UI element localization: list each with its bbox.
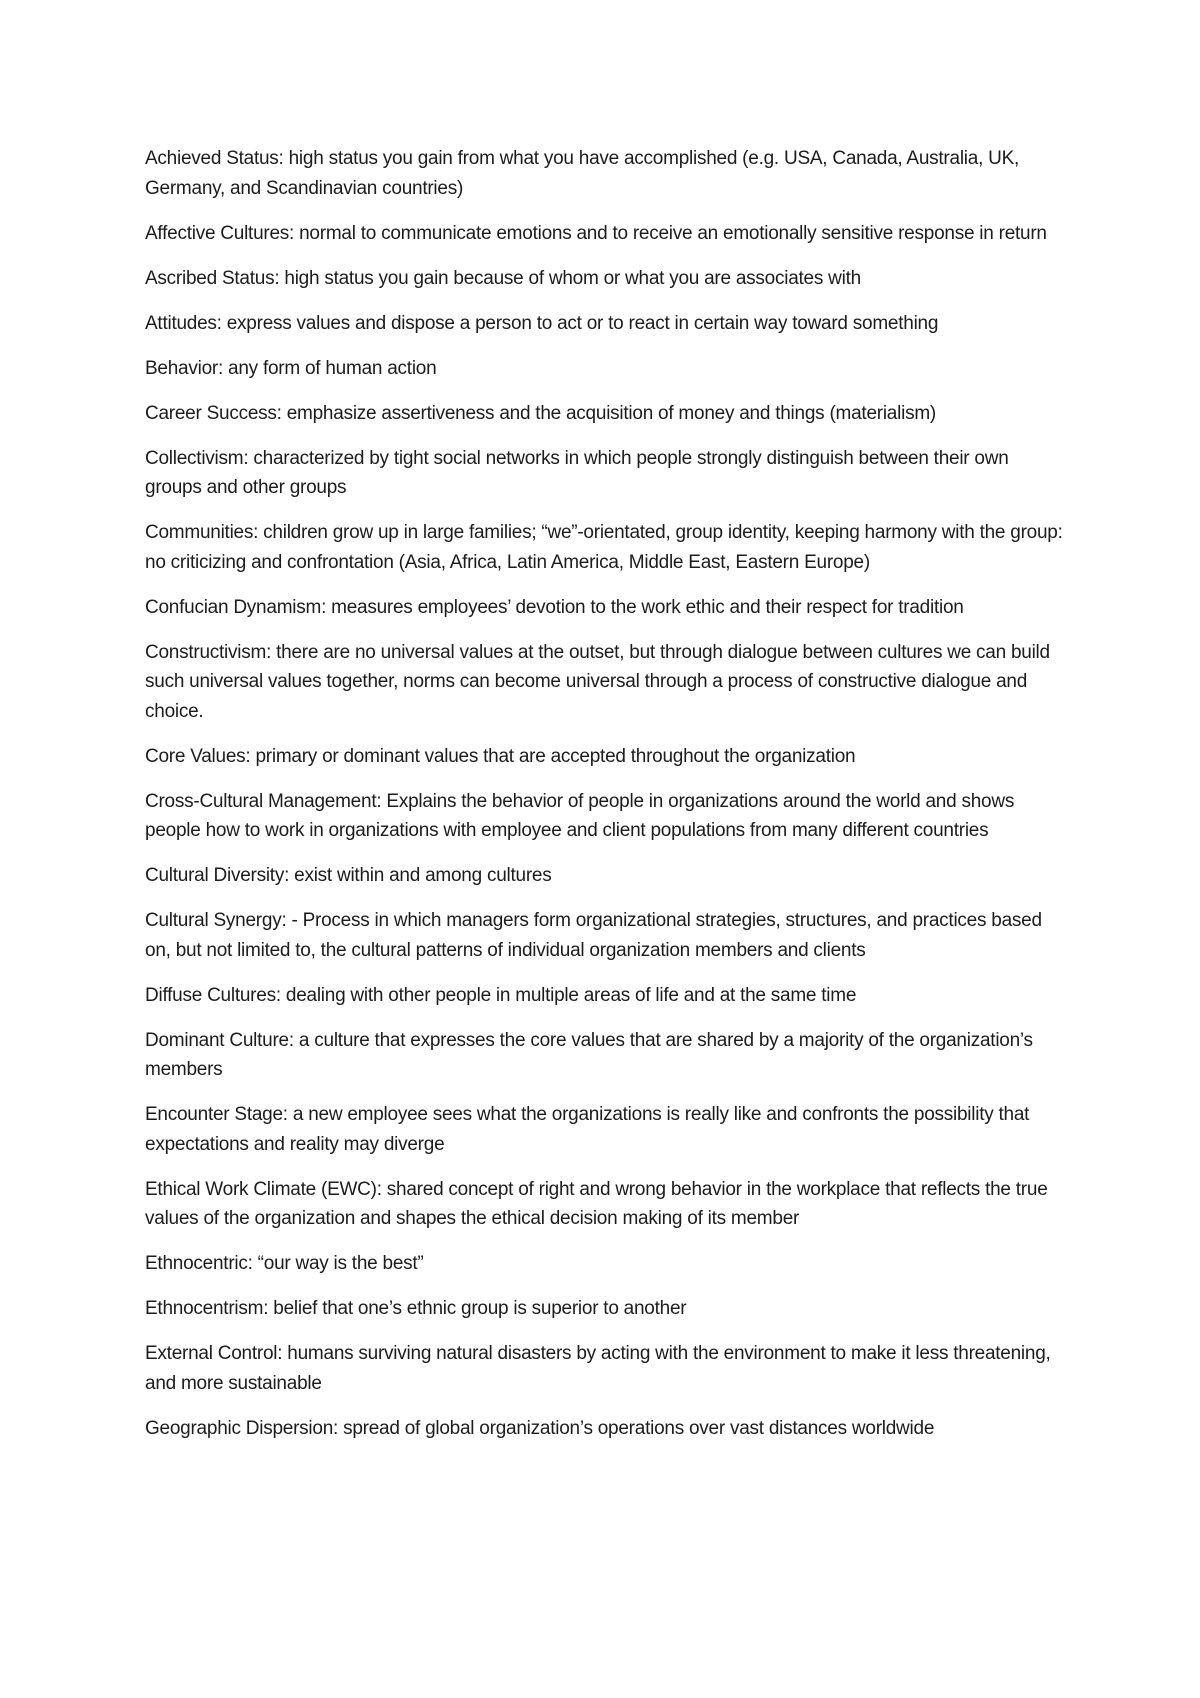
glossary-entry: Confucian Dynamism: measures employees’ devotion to the work ethic and their respect for tradition xyxy=(145,596,964,618)
glossary-entry: Diffuse Cultures: dealing with other people in multiple areas of life and at the same time xyxy=(145,984,857,1006)
glossary-entry: External Control: humans surviving natural disasters by acting with the environment to make it less threatening, and more sustainable xyxy=(145,1343,1051,1394)
glossary-entry: Cross-Cultural Management: Explains the behavior of people in organizations around the world and shows people how to work in organizations with employee and client populations from many different countries xyxy=(145,790,1015,841)
glossary-entry: Ascribed Status: high status you gain because of whom or what you are associates with xyxy=(145,267,861,289)
glossary-entry: Communities: children grow up in large families; “we”-orientated, group identity, keeping harmony with the group: no criticizing and confrontation (Asia, Africa, Latin America, Middle East, Eastern Europe) xyxy=(145,522,1063,573)
glossary-entry: Ethnocentric: “our way is the best” xyxy=(145,1253,424,1274)
glossary-entry: Cultural Diversity: exist within and among cultures xyxy=(145,865,552,886)
glossary-entry: Affective Cultures: normal to communicate emotions and to receive an emotionally sensitive response in return xyxy=(145,222,1047,244)
glossary-entry: Dominant Culture: a culture that expresses the core values that are shared by a majority of the organization’s members xyxy=(145,1029,1033,1080)
glossary-entry: Collectivism: characterized by tight social networks in which people strongly distinguish between their own groups and other groups xyxy=(145,447,1009,498)
glossary-entry: Core Values: primary or dominant values that are accepted throughout the organization xyxy=(145,745,856,767)
glossary-entry: Geographic Dispersion: spread of global organization’s operations over vast distances worldwide xyxy=(145,1417,935,1439)
glossary-list xyxy=(145,144,1070,1459)
glossary-entry: Career Success: emphasize assertiveness and the acquisition of money and things (materialism) xyxy=(145,402,936,424)
glossary-entry: Ethical Work Climate (EWC): shared concept of right and wrong behavior in the workplace that reflects the true values of the organization and shapes the ethical decision making of its member xyxy=(145,1178,1048,1229)
glossary-entry: Encounter Stage: a new employee sees what the organizations is really like and confronts the possibility that expectations and reality may diverge xyxy=(145,1104,1030,1155)
glossary-entry: Attitudes: express values and dispose a person to act or to react in certain way toward something xyxy=(145,312,939,334)
glossary-entry: Ethnocentrism: belief that one’s ethnic group is superior to another xyxy=(145,1298,687,1319)
glossary-entry: Constructivism: there are no universal values at the outset, but through dialogue between cultures we can build such universal values together, norms can become universal through a process of constructive dialogue and choice. xyxy=(145,641,1050,722)
glossary-entry: Behavior: any form of human action xyxy=(145,357,437,379)
glossary-entry: Cultural Synergy: - Process in which managers form organizational strategies, structures, and practices based on, but not limited to, the cultural patterns of individual organization members and clients xyxy=(145,910,1042,961)
glossary-entry: Achieved Status: high status you gain from what you have accomplished (e.g. USA, Canada, Australia, UK, Germany, and Scandinavian countries) xyxy=(145,148,1020,199)
